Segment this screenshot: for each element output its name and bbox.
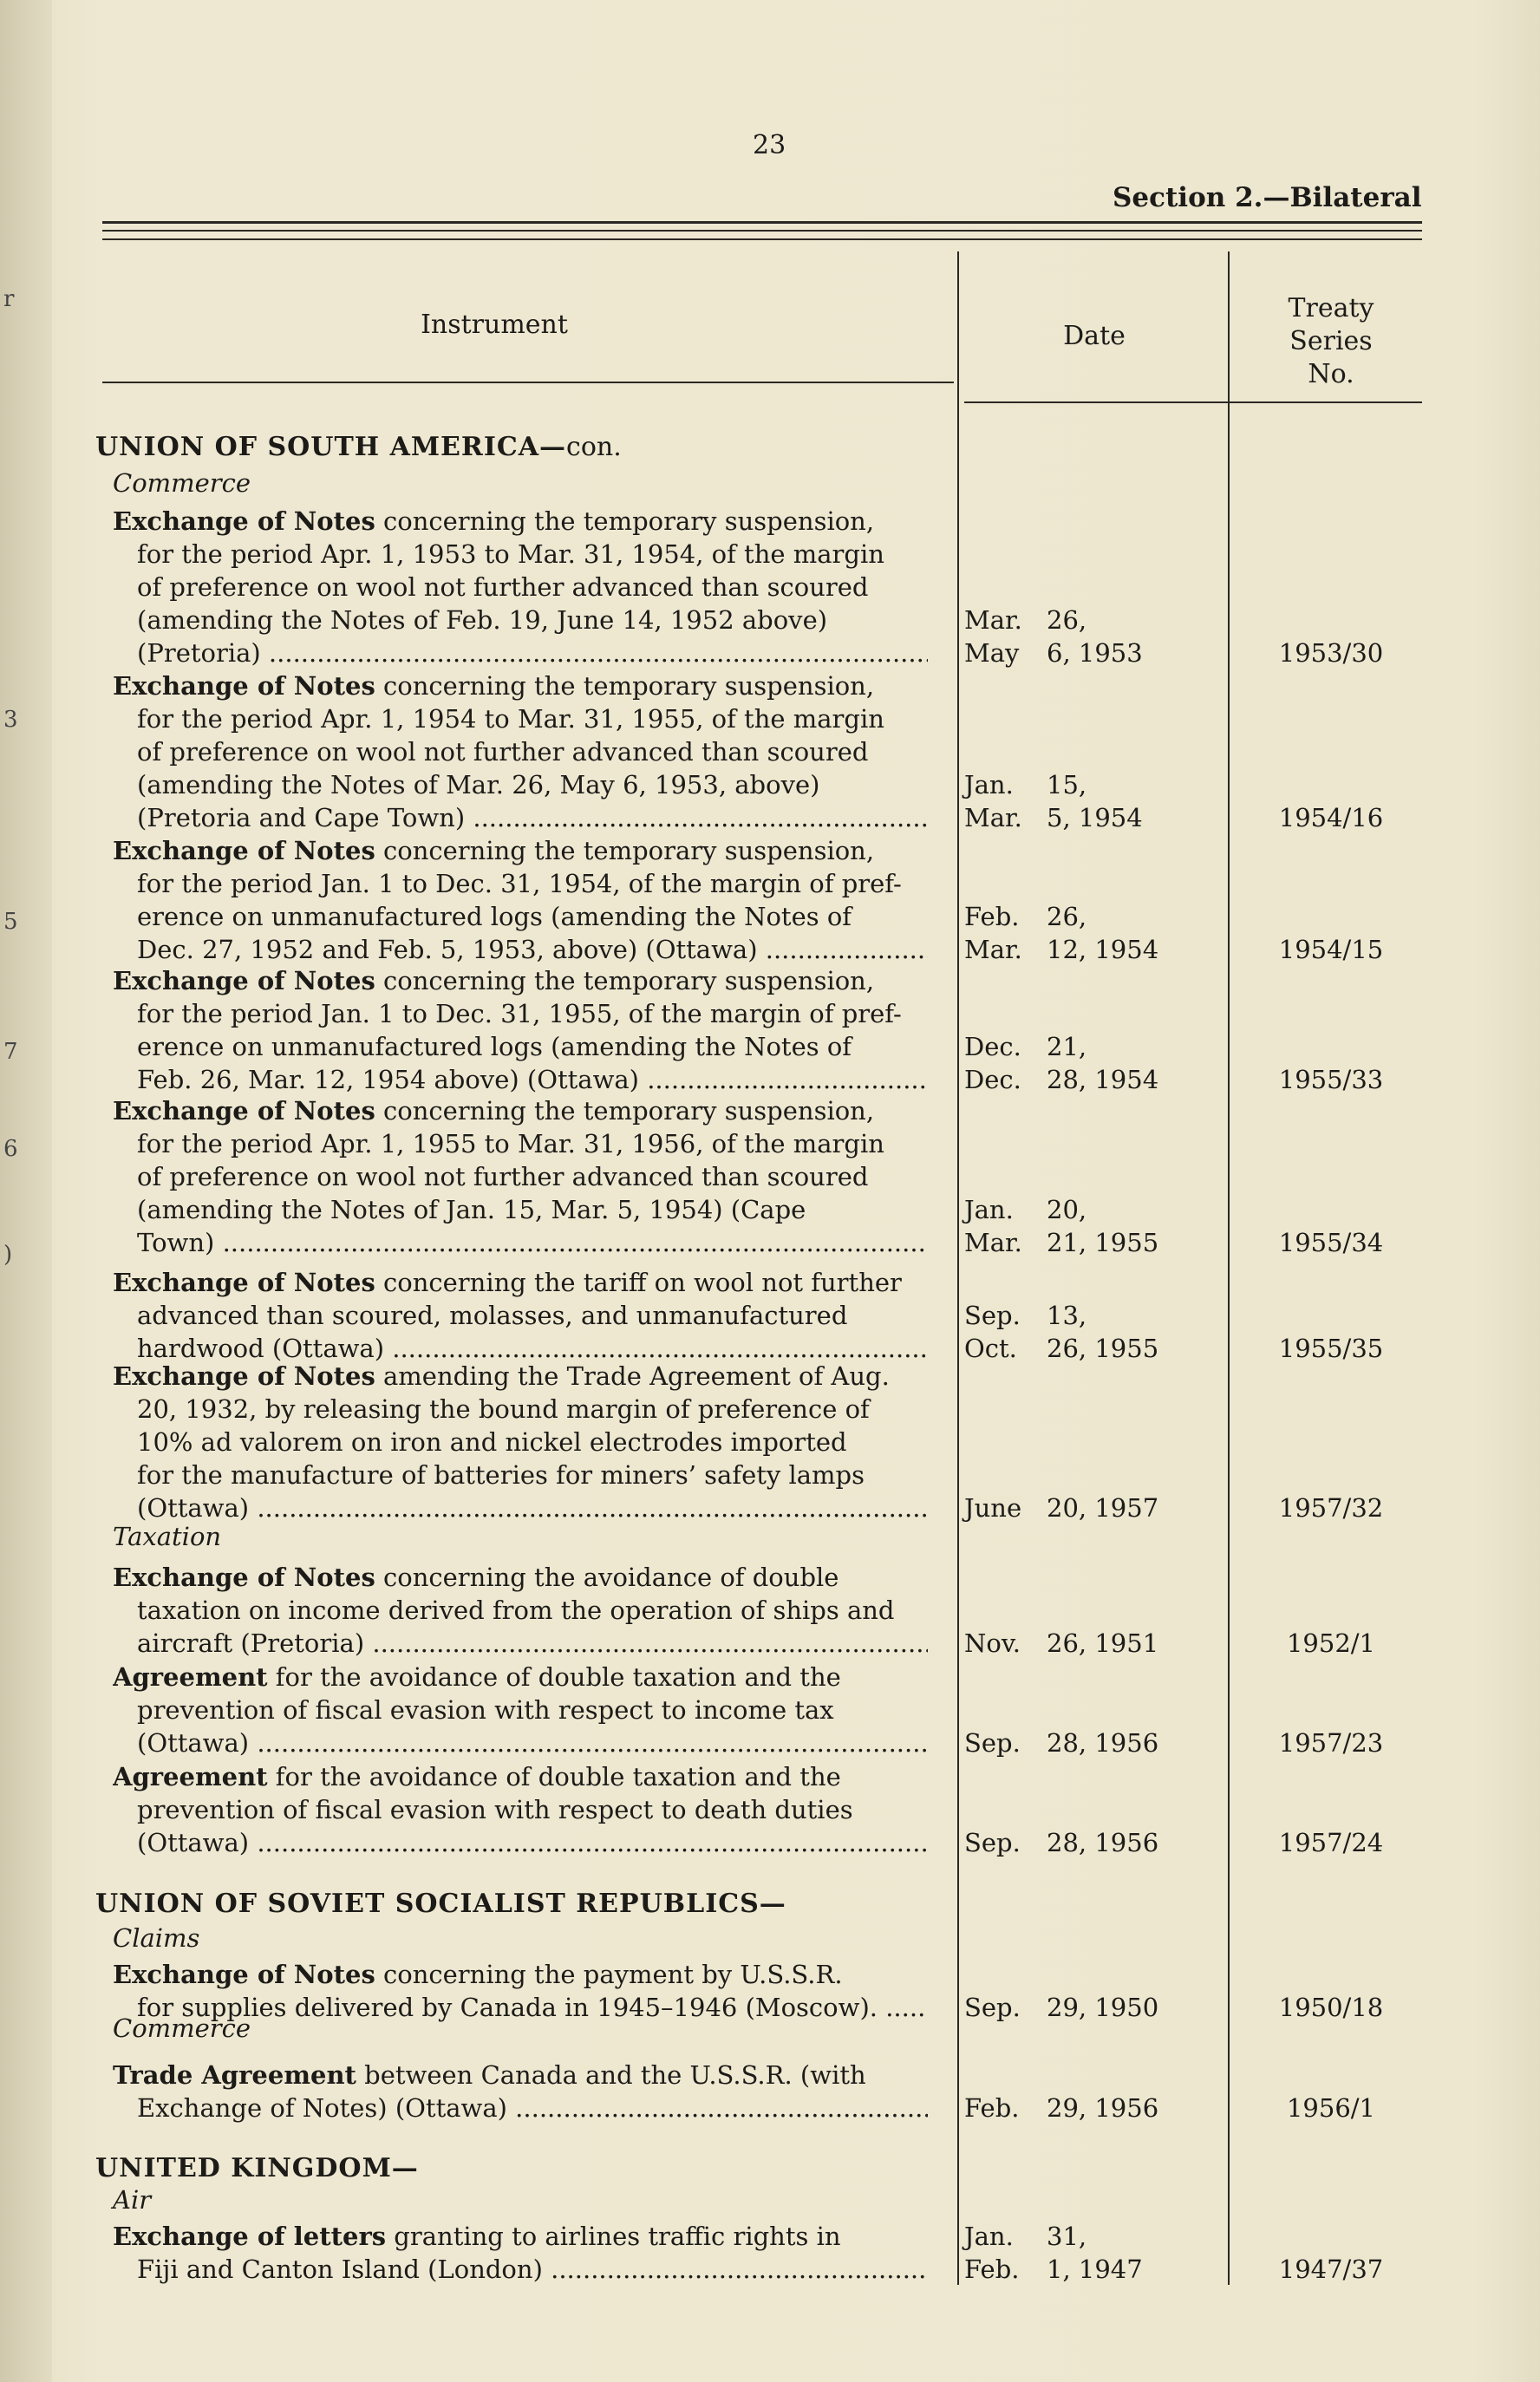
entry-text: erence on unmanufactured logs (amending the Notes of: [137, 1032, 852, 1061]
instrument-type: Exchange of Notes: [113, 1361, 375, 1391]
entry-text: 20, 1932, by releasing the bound margin of preference of: [137, 1394, 870, 1424]
entry-first-line: [113, 1266, 928, 1299]
date-cell: [964, 1991, 1172, 2024]
instrument-entry: [113, 834, 928, 966]
entry-text: prevention of fiscal evasion with respect to income tax: [137, 1695, 834, 1725]
date-row: [964, 1226, 1172, 1259]
entry-line: [113, 1627, 928, 1660]
entry-line: [113, 1459, 928, 1491]
entry-text: (Ottawa) .....: [137, 1493, 928, 1523]
date-row: [964, 900, 1172, 933]
instrument-type: Trade Agreement: [113, 2060, 356, 2090]
entry-text: between Canada and the U.S.S.R. (with: [364, 2060, 866, 2090]
instrument-entry: [113, 1266, 928, 1365]
date-month: Mar.: [964, 935, 1022, 964]
entry-line: [113, 1826, 928, 1859]
date-row: [964, 1063, 1172, 1096]
entry-text: Exchange of Notes) (Ottawa) .....: [137, 2093, 928, 2123]
entry-text: for the period Jan. 1 to Dec. 31, 1954, of the margin of pref-: [137, 869, 902, 898]
date-month: Dec.: [964, 1032, 1021, 1061]
date-row: [964, 2220, 1172, 2253]
date-month: Feb.: [964, 2093, 1020, 2123]
entry-text: concerning the temporary suspension,: [383, 1096, 875, 1126]
header-rule-top: [102, 221, 1422, 224]
entry-first-line: [113, 1958, 928, 1991]
instrument-type: Exchange of Notes: [113, 1268, 375, 1297]
date-row: [964, 604, 1172, 636]
column-header-date: Date: [1063, 321, 1126, 351]
date-cell: [964, 1193, 1172, 1259]
treaty-series-number: 1955/35: [1278, 1334, 1384, 1363]
subheading-claims: Claims: [113, 1923, 200, 1953]
date-month: Mar.: [964, 1228, 1022, 1257]
column-header-series: [1231, 292, 1431, 391]
entry-first-line: [113, 834, 928, 867]
gutter-mark: r: [3, 286, 15, 312]
date-cell: [964, 1030, 1172, 1096]
entry-first-line: [113, 1094, 928, 1127]
entry-text: 10% ad valorem on iron and nickel electrodes imported: [137, 1427, 847, 1457]
entry-line: [113, 571, 928, 604]
instrument-type: Exchange of Notes: [113, 671, 375, 701]
country-heading: UNION OF SOVIET SOCIALIST REPUBLICS—: [95, 1889, 786, 1919]
instrument-type: Exchange of Notes: [113, 836, 375, 865]
date-day-year: 26,: [1047, 902, 1087, 931]
entry-first-line: [113, 2220, 928, 2253]
treaty-series-number: 1952/1: [1286, 1628, 1376, 1658]
date-cell: [964, 768, 1172, 834]
entry-first-line: [113, 1360, 928, 1393]
date-cell: [964, 2220, 1172, 2286]
entry-text: erence on unmanufactured logs (amending the Notes of: [137, 902, 852, 931]
entry-text: prevention of fiscal evasion with respect to death duties: [137, 1795, 853, 1824]
entry-text: concerning the temporary suspension,: [383, 671, 875, 701]
date-day-year: 31,: [1047, 2222, 1087, 2251]
entry-text: for the period Apr. 1, 1953 to Mar. 31, 1954, of the margin: [137, 539, 884, 569]
entry-text: of preference on wool not further advanced than scoured: [137, 572, 869, 602]
entry-text: (amending the Notes of Mar. 26, May 6, 1953, above): [137, 770, 820, 799]
entry-text: concerning the temporary suspension,: [383, 506, 875, 536]
entry-text: for the avoidance of double taxation and the: [275, 1662, 841, 1692]
instrument-entry: [113, 1561, 928, 1660]
entry-line: [113, 1299, 928, 1332]
country-heading: [95, 432, 622, 462]
entry-text: Dec. 27, 1952 and Feb. 5, 1953, above) (Ottawa) .....: [137, 935, 928, 964]
date-month: Sep.: [964, 1728, 1021, 1758]
entry-first-line: [113, 2059, 928, 2092]
date-cell: [964, 1299, 1172, 1365]
entry-line: [113, 636, 928, 669]
entry-line: [113, 538, 928, 571]
entry-line: [113, 1694, 928, 1726]
treaty-series-number: 1955/33: [1278, 1065, 1384, 1094]
entry-text: concerning the temporary suspension,: [383, 836, 875, 865]
instrument-type: Exchange of Notes: [113, 506, 375, 536]
treaty-series-number: 1956/1: [1286, 2093, 1376, 2123]
entry-line: [113, 1193, 928, 1226]
entry-line: [113, 1726, 928, 1759]
date-day-year: 21,: [1047, 1032, 1087, 1061]
date-month: May: [964, 638, 1020, 668]
entry-line: [113, 1030, 928, 1063]
date-cell: [964, 900, 1172, 966]
column-divider: [1228, 251, 1230, 2285]
entry-first-line: [113, 1760, 928, 1793]
instrument-entry: [113, 2220, 928, 2286]
date-row: [964, 1627, 1172, 1660]
instrument-entry: [113, 505, 928, 669]
date-cell: [964, 2092, 1172, 2124]
treaty-series-number: 1947/37: [1278, 2255, 1384, 2284]
entry-line: [113, 1491, 928, 1524]
treaty-series-number: 1957/32: [1278, 1493, 1384, 1523]
instrument-entry: [113, 669, 928, 834]
column-header-instrument: Instrument: [421, 310, 568, 340]
entry-text: for the period Apr. 1, 1954 to Mar. 31, 1955, of the margin: [137, 704, 884, 734]
date-day-year: 13,: [1047, 1301, 1087, 1330]
page-number: 23: [753, 130, 786, 160]
instrument-type: Exchange of Notes: [113, 1563, 375, 1592]
date-row: [964, 2253, 1172, 2286]
date-day-year: 12, 1954: [1047, 935, 1159, 964]
entry-line: [113, 1594, 928, 1627]
instrument-entry: [113, 1360, 928, 1524]
date-row: [964, 801, 1172, 834]
entry-text: for the manufacture of batteries for miners’ safety lamps: [137, 1460, 865, 1490]
entry-line: [113, 2253, 928, 2286]
date-row: [964, 1030, 1172, 1063]
entry-line: [113, 702, 928, 735]
date-day-year: 5, 1954: [1047, 803, 1143, 832]
entry-text: Feb. 26, Mar. 12, 1954 above) (Ottawa) .....: [137, 1065, 928, 1094]
entry-text: amending the Trade Agreement of Aug.: [383, 1361, 890, 1391]
date-row: [964, 2092, 1172, 2124]
series-header-line: Series: [1289, 326, 1373, 356]
treaty-series-number: 1957/23: [1278, 1728, 1384, 1758]
date-day-year: 26, 1951: [1047, 1628, 1159, 1658]
treaty-series-number: 1955/34: [1278, 1228, 1384, 1257]
entry-line: [113, 604, 928, 636]
section-title: Section 2.—Bilateral: [1113, 182, 1422, 213]
date-day-year: 28, 1956: [1047, 1828, 1159, 1857]
date-month: Jan.: [964, 770, 1014, 799]
date-month: Sep.: [964, 1993, 1021, 2022]
date-header-rule: [964, 401, 1422, 403]
entry-first-line: [113, 669, 928, 702]
date-cell: [964, 1491, 1172, 1524]
entry-line: [113, 933, 928, 966]
date-day-year: 26,: [1047, 605, 1087, 635]
date-row: [964, 636, 1172, 669]
instrument-entry: [113, 964, 928, 1096]
entry-text: of preference on wool not further advanced than scoured: [137, 1162, 869, 1191]
date-cell: [964, 604, 1172, 669]
entry-text: (Pretoria and Cape Town) .....: [137, 803, 928, 832]
treaty-series-number: 1954/16: [1278, 803, 1384, 832]
entry-text: Fiji and Canton Island (London) .....: [137, 2255, 928, 2284]
date-cell: [964, 1826, 1172, 1859]
entry-line: [113, 2092, 928, 2124]
instrument-type: Exchange of letters: [113, 2222, 387, 2251]
instrument-type: Agreement: [113, 1762, 268, 1791]
treaty-series-number: 1953/30: [1278, 638, 1384, 668]
entry-text: concerning the tariff on wool not further: [383, 1268, 902, 1297]
gutter-mark: 7: [3, 1039, 18, 1065]
entry-text: Town) .....: [137, 1228, 928, 1257]
date-day-year: 15,: [1047, 770, 1087, 799]
entry-text: (amending the Notes of Feb. 19, June 14, 1952 above): [137, 605, 828, 635]
entry-text: of preference on wool not further advanced than scoured: [137, 737, 869, 767]
instrument-type: Exchange of Notes: [113, 1096, 375, 1126]
date-day-year: 20,: [1047, 1195, 1087, 1224]
entry-text: for supplies delivered by Canada in 1945–1946 (Moscow). .....: [137, 1993, 928, 2022]
subheading-commerce: Commerce: [113, 2013, 251, 2043]
gutter-mark: ): [3, 1242, 13, 1268]
date-month: Feb.: [964, 902, 1020, 931]
entry-text: aircraft (Pretoria) .....: [137, 1628, 928, 1658]
entry-line: [113, 1127, 928, 1160]
date-month: Mar.: [964, 803, 1022, 832]
entry-first-line: [113, 505, 928, 538]
entry-line: [113, 900, 928, 933]
instrument-type: Exchange of Notes: [113, 966, 375, 995]
treaty-series-number: 1950/18: [1278, 1993, 1384, 2022]
instrument-header-rule: [102, 382, 954, 383]
entry-line: [113, 768, 928, 801]
column-divider: [957, 251, 959, 2285]
instrument-entry: [113, 2059, 928, 2124]
header-rule-top-thin: [102, 238, 1422, 240]
date-day-year: 26, 1955: [1047, 1334, 1159, 1363]
entry-line: [113, 997, 928, 1030]
date-month: Oct.: [964, 1334, 1017, 1363]
header-rule-top-thin: [102, 230, 1422, 232]
entry-line: [113, 1393, 928, 1426]
date-month: June: [964, 1493, 1022, 1523]
entry-line: [113, 1160, 928, 1193]
date-day-year: 20, 1957: [1047, 1493, 1159, 1523]
entry-text: for the avoidance of double taxation and the: [275, 1762, 841, 1791]
instrument-type: Agreement: [113, 1662, 268, 1692]
date-row: [964, 1299, 1172, 1332]
treaty-series-number: 1954/15: [1278, 935, 1384, 964]
entry-text: (Ottawa) .....: [137, 1728, 928, 1758]
instrument-entry: [113, 1661, 928, 1759]
date-month: Sep.: [964, 1301, 1021, 1330]
date-month: Jan.: [964, 1195, 1014, 1224]
date-month: Dec.: [964, 1065, 1021, 1094]
entry-text: for the period Jan. 1 to Dec. 31, 1955, of the margin of pref-: [137, 999, 902, 1028]
country-name: UNION OF SOUTH AMERICA—: [95, 432, 567, 462]
date-month: Feb.: [964, 2255, 1020, 2284]
date-cell: [964, 1726, 1172, 1759]
date-row: [964, 768, 1172, 801]
country-heading: UNITED KINGDOM—: [95, 2153, 419, 2183]
entry-first-line: [113, 1561, 928, 1594]
entry-text: advanced than scoured, molasses, and unmanufactured: [137, 1301, 848, 1330]
entry-line: [113, 1426, 928, 1459]
entry-line: [113, 867, 928, 900]
date-day-year: 21, 1955: [1047, 1228, 1159, 1257]
date-month: Sep.: [964, 1828, 1021, 1857]
gutter-mark: 3: [3, 707, 18, 733]
date-day-year: 28, 1956: [1047, 1728, 1159, 1758]
instrument-entry: [113, 1760, 928, 1859]
instrument-entry: [113, 1094, 928, 1259]
date-row: [964, 1826, 1172, 1859]
entry-line: [113, 735, 928, 768]
entry-text: hardwood (Ottawa) .....: [137, 1334, 928, 1363]
entry-text: concerning the payment by U.S.S.R.: [383, 1960, 843, 1989]
date-row: [964, 1332, 1172, 1365]
entry-line: [113, 801, 928, 834]
gutter-mark: 5: [3, 909, 18, 935]
entry-text: taxation on income derived from the operation of ships and: [137, 1596, 895, 1625]
entry-text: concerning the temporary suspension,: [383, 966, 875, 995]
entry-text: (amending the Notes of Jan. 15, Mar. 5, 1954) (Cape: [137, 1195, 806, 1224]
instrument-type: Exchange of Notes: [113, 1960, 375, 1989]
entry-first-line: [113, 1661, 928, 1694]
date-month: Mar.: [964, 605, 1022, 635]
subheading-air: Air: [113, 2185, 152, 2215]
entry-line: [113, 1226, 928, 1259]
treaty-series-number: 1957/24: [1278, 1828, 1384, 1857]
date-cell: [964, 1627, 1172, 1660]
date-day-year: 28, 1954: [1047, 1065, 1159, 1094]
entry-line: [113, 1063, 928, 1096]
entry-text: for the period Apr. 1, 1955 to Mar. 31, 1956, of the margin: [137, 1129, 884, 1158]
date-month: Nov.: [964, 1628, 1021, 1658]
date-row: [964, 1991, 1172, 2024]
date-row: [964, 1193, 1172, 1226]
entry-text: (Ottawa) .....: [137, 1828, 928, 1857]
date-day-year: 29, 1950: [1047, 1993, 1159, 2022]
date-day-year: 1, 1947: [1047, 2255, 1143, 2284]
entry-text: (Pretoria) .....: [137, 638, 928, 668]
facing-page-gutter: [0, 0, 52, 2382]
country-continued: con.: [566, 432, 622, 462]
series-header-line: No.: [1308, 359, 1354, 389]
subheading-taxation: Taxation: [113, 1522, 222, 1551]
date-row: [964, 1491, 1172, 1524]
entry-line: [113, 1793, 928, 1826]
subheading-commerce: Commerce: [113, 468, 251, 498]
gutter-mark: 6: [3, 1136, 18, 1162]
date-day-year: 6, 1953: [1047, 638, 1143, 668]
series-header-line: Treaty: [1288, 293, 1374, 323]
date-day-year: 29, 1956: [1047, 2093, 1159, 2123]
entry-first-line: [113, 964, 928, 997]
date-month: Jan.: [964, 2222, 1014, 2251]
date-row: [964, 1726, 1172, 1759]
entry-text: granting to airlines traffic rights in: [394, 2222, 841, 2251]
entry-text: concerning the avoidance of double: [383, 1563, 839, 1592]
date-row: [964, 933, 1172, 966]
